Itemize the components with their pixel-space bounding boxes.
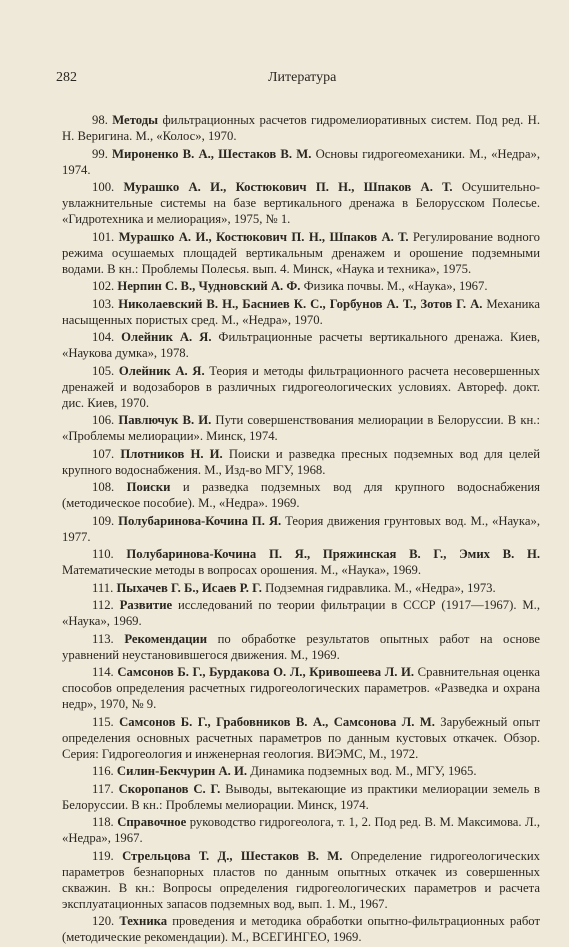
- reference-entry: [62, 412, 540, 444]
- running-title: Литература: [268, 70, 337, 85]
- reference-number: 114.: [92, 665, 114, 679]
- reference-authors: Олейник А. Я.: [118, 363, 205, 378]
- reference-number: 102.: [92, 279, 115, 293]
- reference-entry: [62, 446, 540, 478]
- reference-number: 98.: [92, 113, 108, 127]
- reference-text: руководство гидрогеолога, т. 1, 2. Под ред. В. М. Максимова. Л., «Недра», 1967.: [62, 815, 540, 845]
- reference-entry: [62, 146, 540, 178]
- page-header: [56, 70, 529, 90]
- reference-entry: [62, 229, 540, 277]
- reference-entry: [62, 546, 540, 578]
- reference-text: Пути совершенствования мелиорации в Белоруссии. В кн.: «Проблемы мелиорации». Минск, 1974.: [62, 413, 541, 443]
- reference-number: 104.: [92, 330, 115, 344]
- reference-authors: Поиски: [126, 480, 171, 494]
- reference-number: 101.: [92, 229, 115, 244]
- reference-number: 113.: [92, 631, 114, 646]
- reference-entry: [62, 913, 540, 945]
- reference-number: 110.: [92, 547, 114, 561]
- reference-text: Теория и методы фильтрационного расчета несовершенных дренажей и водозаборов в различных гидрогеологических условиях. Автореф. докт. дис. Киев, 1970.: [62, 363, 541, 410]
- reference-number: 108.: [92, 480, 115, 494]
- reference-number: 118.: [92, 815, 114, 829]
- reference-entry: [62, 631, 540, 663]
- reference-authors: Пыхачев Г. Б., Исаев Р. Г.: [116, 580, 262, 595]
- reference-text: Основы гидрогеомеханики. М., «Недра», 1974.: [62, 146, 540, 177]
- reference-entry: [62, 580, 540, 596]
- reference-text: Подземная гидравлика. М., «Недра», 1973.: [261, 580, 496, 595]
- reference-text: Физика почвы. М., «Наука», 1967.: [300, 279, 488, 293]
- reference-text: Математические методы в вопросах орошения. М., «Наука», 1969.: [62, 563, 422, 577]
- reference-number: 107.: [92, 446, 115, 461]
- reference-entry: [62, 848, 540, 912]
- reference-entry: [62, 814, 540, 846]
- reference-entry: [62, 296, 540, 328]
- reference-authors: Силин-Бекчурин А. И.: [116, 764, 248, 778]
- reference-entry: [62, 763, 540, 779]
- reference-number: 116.: [92, 764, 114, 778]
- reference-text: Фильтрационные расчеты вертикального дренажа. Киев, «Наукова думка», 1978.: [62, 330, 541, 360]
- reference-entry: [62, 513, 540, 545]
- reference-authors: Полубаринова-Кочина П. Я., Пряжинская В. Г., Эмих В. Н.: [126, 547, 540, 561]
- reference-number: 100.: [92, 180, 115, 194]
- reference-authors: Методы: [112, 113, 159, 127]
- reference-number: 112.: [92, 598, 114, 612]
- reference-entry: [62, 664, 540, 712]
- reference-text: Механика насыщенных пористых сред. М., «Недра», 1970.: [62, 296, 540, 327]
- reference-number: 120.: [92, 914, 115, 928]
- reference-text: Сравнительная оценка способов определения расчетных гидрогеологических параметров. «Разведка и охрана недр», 1970, № 9.: [62, 665, 541, 711]
- reference-number: 115.: [92, 714, 114, 729]
- reference-text: Регулирование водного режима осушаемых площадей вертикальным дренажем и орошение подземными водами. В кн.: Проблемы Полесья. вып. 4. Минск, «Наука и техника», 1975.: [62, 229, 540, 276]
- reference-number: 117.: [92, 781, 114, 796]
- reference-text: исследований по теории фильтрации в СССР (1917—1967). М., «Наука», 1969.: [62, 598, 540, 628]
- reference-authors: Полубаринова-Кочина П. Я.: [118, 513, 282, 528]
- reference-authors: Мурашко А. И., Костюкович П. Н., Шпаков А. Т.: [123, 180, 453, 194]
- reference-text: Теория движения грунтовых вод. М., «Наука», 1977.: [62, 513, 540, 544]
- reference-number: 111.: [92, 580, 114, 595]
- reference-entry: [62, 329, 540, 361]
- reference-text: Осушительно-увлажнительные системы на базе вертикального дренажа в Белорусском Полесье. «Гидротехника и мелиорация», 1975, № 1.: [62, 180, 541, 226]
- reference-authors: Нерпин С. В., Чудновский А. Ф.: [117, 279, 301, 293]
- reference-number: 103.: [92, 296, 115, 311]
- reference-authors: Справочное: [117, 815, 187, 829]
- reference-text: по обработке результатов опытных работ на основе уравнений неустановившегося движения. М., 1969.: [62, 631, 541, 662]
- reference-number: 109.: [92, 513, 115, 528]
- reference-authors: Самсонов Б. Г., Бурдакова О. Л., Кривошеева Л. И.: [117, 665, 415, 679]
- reference-entry: [62, 179, 540, 227]
- reference-text: и разведка подземных вод для крупного водоснабжения (методическое пособие). М., «Недра». 1969.: [62, 480, 540, 510]
- reference-entry: [62, 597, 540, 629]
- reference-authors: Павлючук В. И.: [118, 413, 212, 427]
- reference-entry: [62, 278, 540, 294]
- reference-number: 99.: [92, 146, 108, 161]
- reference-text: проведения и методика обработки опытно-фильтрационных работ (методические рекомендации). М., ВСЕГИНГЕО, 1969.: [62, 914, 541, 944]
- reference-number: 105.: [92, 363, 115, 378]
- reference-authors: Техника: [119, 914, 168, 928]
- page-number: 282: [56, 70, 77, 85]
- reference-authors: Рекомендации: [124, 631, 208, 646]
- reference-text: Выводы, вытекающие из практики мелиорации земель в Белоруссии. В кн.: Проблемы мелиорации. Минск, 1974.: [62, 781, 541, 812]
- reference-authors: Плотников Н. И.: [120, 446, 223, 461]
- reference-authors: Олейник А. Я.: [121, 330, 212, 344]
- reference-text: Поиски и разведка пресных подземных вод для целей крупного водоснабжения. М., Изд-во МГУ, 1968.: [62, 446, 540, 477]
- reference-authors: Стрельцова Т. Д., Шестаков В. М.: [122, 848, 343, 863]
- reference-number: 119.: [92, 848, 114, 863]
- reference-authors: Скоропанов С. Г.: [118, 781, 221, 796]
- reference-text: фильтрационных расчетов гидромелиоративных систем. Под ред. Н. Н. Веригина. М., «Колос», 1970.: [62, 113, 540, 143]
- reference-list: [62, 112, 540, 947]
- reference-entry: [62, 363, 540, 411]
- reference-entry: [62, 479, 540, 511]
- reference-text: Динамика подземных вод. М., МГУ, 1965.: [247, 764, 477, 778]
- reference-authors: Мурашко А. И., Костюкович П. Н., Шпаков А. Т.: [118, 229, 409, 244]
- reference-authors: Самсонов Б. Г., Грабовников В. А., Самсонова Л. М.: [119, 714, 435, 729]
- reference-entry: [62, 714, 540, 762]
- reference-authors: Развитие: [119, 598, 173, 612]
- reference-text: Определение гидрогеологических параметров безнапорных пластов по данным опытных откачек из совершенных скважин. В кн.: Вопросы определения гидрогеологических параметров и расчета эксплуатационных запасов подземных вод, вып. 1. М., 1967.: [62, 848, 540, 911]
- reference-authors: Мироненко В. А., Шестаков В. М.: [112, 146, 312, 161]
- reference-number: 106.: [92, 413, 115, 427]
- reference-text: Зарубежный опыт определения основных расчетных параметров по данным кустовых откачек. Обзор. Серия: Гидрогеология и инженерная геология. ВИЭМС, М., 1972.: [62, 714, 540, 761]
- reference-entry: [62, 781, 540, 813]
- reference-authors: Николаевский В. Н., Басниев К. С., Горбунов А. Т., Зотов Г. А.: [118, 296, 483, 311]
- reference-entry: [62, 112, 540, 144]
